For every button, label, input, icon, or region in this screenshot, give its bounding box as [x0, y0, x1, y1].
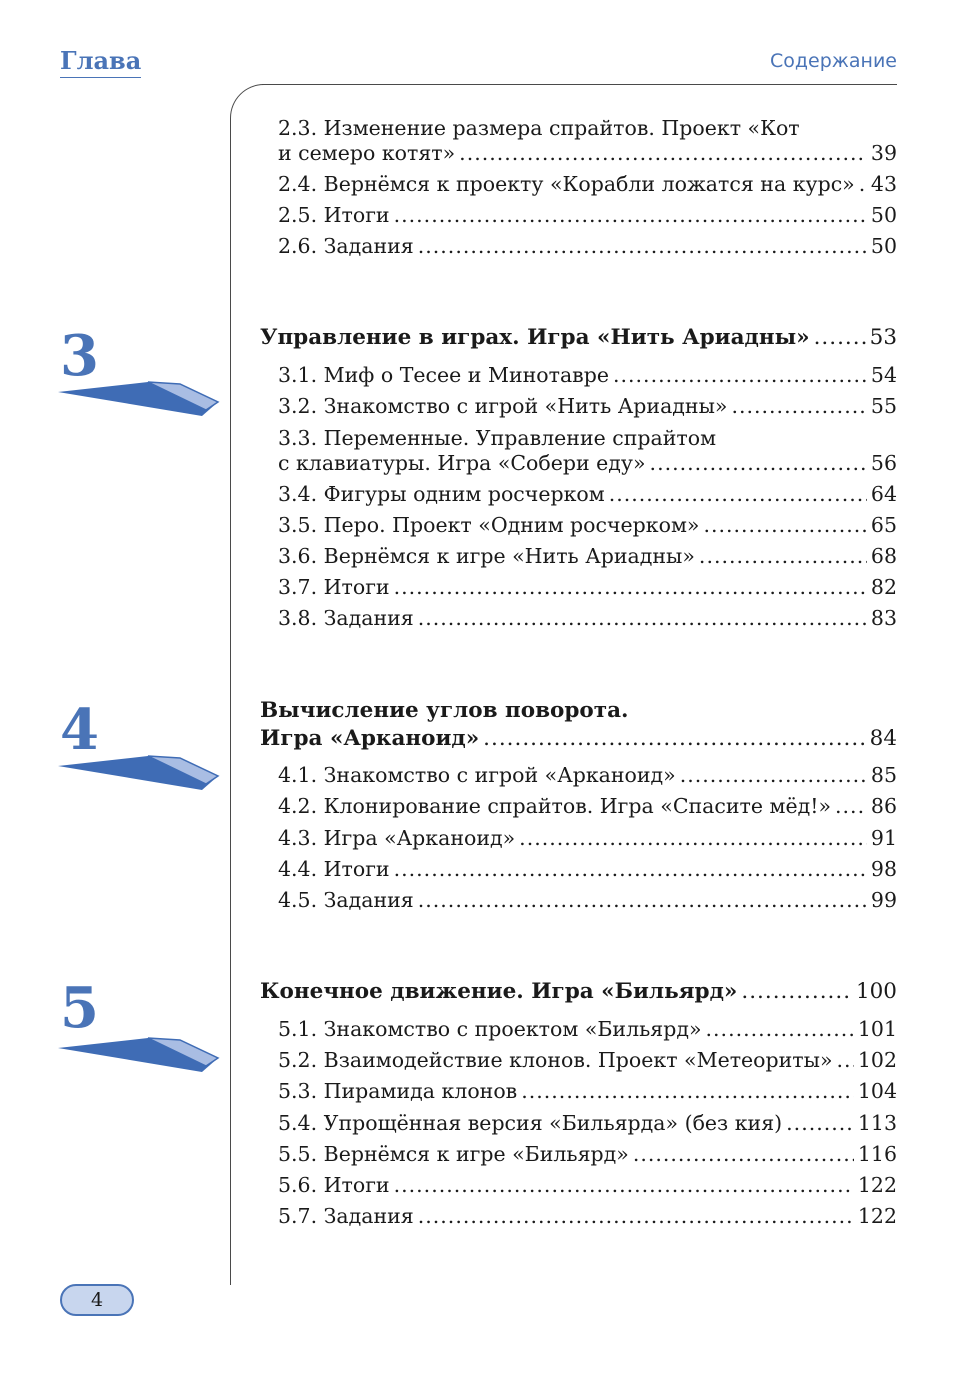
- chapter-number-3: 3: [60, 323, 99, 389]
- toc-entry[interactable]: [278, 169, 897, 199]
- toc-leader: [394, 1170, 854, 1200]
- toc-entry[interactable]: [278, 791, 897, 821]
- toc-entry-page: 50: [870, 203, 897, 227]
- toc-entry[interactable]: [278, 1108, 897, 1138]
- toc-entry-title: 4.2. Клонирование спрайтов. Игра «Спасите мёд!»: [278, 794, 832, 818]
- toc-entry[interactable]: [278, 200, 897, 230]
- toc-leader: [786, 1108, 854, 1138]
- toc-leader: [521, 1076, 854, 1106]
- toc-entry-title: 5.3. Пирамида клонов: [278, 1079, 518, 1103]
- toc-entry-title: 4.4. Итоги: [278, 857, 390, 881]
- toc-leader: [699, 541, 867, 571]
- toc-leader: [394, 854, 867, 884]
- toc-chapter-entry[interactable]: [260, 323, 897, 353]
- toc-leader: [814, 323, 866, 353]
- toc-entry-title: 3.5. Перо. Проект «Одним росчерком»: [278, 513, 700, 537]
- toc-entry-page: 82: [870, 575, 897, 599]
- toc-entry[interactable]: [278, 572, 897, 602]
- toc-entry-page: 64: [870, 482, 897, 506]
- toc-leader: [680, 760, 867, 790]
- toc-entry-page: 101: [857, 1017, 897, 1041]
- toc-entry[interactable]: [278, 360, 897, 390]
- toc-chapter-entry[interactable]: [260, 724, 897, 754]
- toc-entry-title: 4.1. Знакомство с игрой «Арканоид»: [278, 763, 676, 787]
- toc-leader: [706, 1014, 854, 1044]
- toc-leader: [483, 724, 865, 754]
- toc-entry-page: 55: [870, 394, 897, 418]
- page-number-badge: 4: [60, 1284, 134, 1316]
- toc-leader: [459, 138, 867, 168]
- toc-leader: [609, 479, 867, 509]
- toc-entry-page: 122: [857, 1173, 897, 1197]
- toc-entry-page: 98: [870, 857, 897, 881]
- toc-chapter-first-line: Вычисление углов поворота.: [260, 698, 629, 723]
- chapter-number-4: 4: [60, 697, 99, 763]
- toc-entry[interactable]: [278, 448, 897, 478]
- toc-entry[interactable]: [278, 823, 897, 853]
- chapter-arrow-icon: [56, 380, 222, 420]
- toc-entry-first-line: 2.3. Изменение размера спрайтов. Проект «Кот: [278, 116, 800, 140]
- toc-entry-page: 43: [870, 172, 897, 196]
- toc-chapter-title: Управление в играх. Игра «Нить Ариадны»: [260, 325, 810, 350]
- toc-entry-page: 99: [870, 888, 897, 912]
- toc-leader: [519, 823, 867, 853]
- toc-entry-title: 3.1. Миф о Тесее и Минотавре: [278, 363, 609, 387]
- toc-entry-title: 4.5. Задания: [278, 888, 414, 912]
- toc-entry-page: 53: [869, 325, 897, 350]
- toc-chapter-title: Конечное движение. Игра «Бильярд»: [260, 979, 738, 1004]
- toc-entry-title: 5.4. Упрощённая версия «Бильярда» (без кия): [278, 1111, 783, 1135]
- toc-leader: [859, 169, 867, 199]
- toc-entry[interactable]: [278, 541, 897, 571]
- toc-entry-title: 3.4. Фигуры одним росчерком: [278, 482, 605, 506]
- toc-entry-page: 86: [870, 794, 897, 818]
- header-rule: [262, 84, 897, 85]
- toc-leader: [650, 448, 867, 478]
- toc-entry-page: 68: [870, 544, 897, 568]
- content-frame-line: [230, 84, 271, 1285]
- toc-entry[interactable]: [278, 479, 897, 509]
- toc-leader: [835, 791, 867, 821]
- toc-leader: [731, 391, 866, 421]
- toc-leader: [837, 1045, 854, 1075]
- toc-entry[interactable]: [278, 603, 897, 633]
- toc-entry-title: 4.3. Игра «Арканоид»: [278, 826, 516, 850]
- toc-leader: [418, 603, 867, 633]
- toc-entry[interactable]: [278, 231, 897, 261]
- toc-entry[interactable]: [278, 510, 897, 540]
- toc-entry[interactable]: [278, 1014, 897, 1044]
- toc-entry[interactable]: [278, 1076, 897, 1106]
- toc-entry-page: 104: [857, 1079, 897, 1103]
- chapter-number-5: 5: [60, 975, 99, 1041]
- toc-leader: [613, 360, 867, 390]
- toc-entry-title: с клавиатуры. Игра «Собери еду»: [278, 451, 646, 475]
- toc-entry-page: 56: [870, 451, 897, 475]
- toc-entry[interactable]: [278, 391, 897, 421]
- chapter-arrow-icon: [56, 1036, 222, 1076]
- toc-entry-page: 65: [870, 513, 897, 537]
- toc-entry-title: 2.4. Вернёмся к проекту «Корабли ложатся на курс»: [278, 172, 855, 196]
- toc-entry-title: 5.7. Задания: [278, 1204, 414, 1228]
- toc-entry-page: 122: [857, 1204, 897, 1228]
- toc-leader: [418, 231, 867, 261]
- toc-entry[interactable]: [278, 1045, 897, 1075]
- toc-entry[interactable]: [278, 1201, 897, 1231]
- toc-entry-first-line: 3.3. Переменные. Управление спрайтом: [278, 426, 717, 450]
- toc-leader: [418, 1201, 854, 1231]
- toc-entry-page: 91: [870, 826, 897, 850]
- toc-entry[interactable]: [278, 885, 897, 915]
- toc-leader: [394, 572, 867, 602]
- toc-entry[interactable]: [278, 1170, 897, 1200]
- toc-leader: [418, 885, 867, 915]
- toc-entry-title: 3.2. Знакомство с игрой «Нить Ариадны»: [278, 394, 728, 418]
- toc-leader: [633, 1139, 854, 1169]
- toc-entry-title: 2.5. Итоги: [278, 203, 390, 227]
- toc-entry-title: и семеро котят»: [278, 141, 456, 165]
- toc-entry-page: 102: [857, 1048, 897, 1072]
- toc-entry-page: 50: [870, 234, 897, 258]
- toc-entry-title: 3.8. Задания: [278, 606, 414, 630]
- toc-chapter-title: Игра «Арканоид»: [260, 726, 480, 751]
- toc-entry[interactable]: [278, 854, 897, 884]
- toc-entry-title: 5.6. Итоги: [278, 1173, 390, 1197]
- toc-entry[interactable]: [278, 1139, 897, 1169]
- toc-entry-page: 85: [870, 763, 897, 787]
- toc-entry-page: 116: [857, 1142, 897, 1166]
- toc-leader: [703, 510, 866, 540]
- toc-leader: [741, 977, 852, 1007]
- toc-entry-title: 5.2. Взаимодействие клонов. Проект «Метеориты»: [278, 1048, 833, 1072]
- toc-entry-page: 113: [857, 1111, 897, 1135]
- toc-entry-page: 100: [855, 979, 897, 1004]
- chapter-arrow-icon: [56, 754, 222, 794]
- toc-entry[interactable]: [278, 760, 897, 790]
- toc-entry-page: 84: [869, 726, 897, 751]
- toc-entry-title: 5.5. Вернёмся к игре «Бильярд»: [278, 1142, 629, 1166]
- toc-entry-title: 3.7. Итоги: [278, 575, 390, 599]
- toc-entry-title: 3.6. Вернёмся к игре «Нить Ариадны»: [278, 544, 695, 568]
- toc-chapter-entry[interactable]: [260, 977, 897, 1007]
- toc-entry-title: 2.6. Задания: [278, 234, 414, 258]
- toc-entry-page: 54: [870, 363, 897, 387]
- toc-entry-page: 39: [870, 141, 897, 165]
- toc-entry[interactable]: [278, 138, 897, 168]
- toc-leader: [394, 200, 867, 230]
- toc-entry-page: 83: [870, 606, 897, 630]
- toc-entry-title: 5.1. Знакомство с проектом «Бильярд»: [278, 1017, 702, 1041]
- chapter-header-label: Глава: [60, 46, 141, 78]
- section-header-label: Содержание: [770, 50, 897, 72]
